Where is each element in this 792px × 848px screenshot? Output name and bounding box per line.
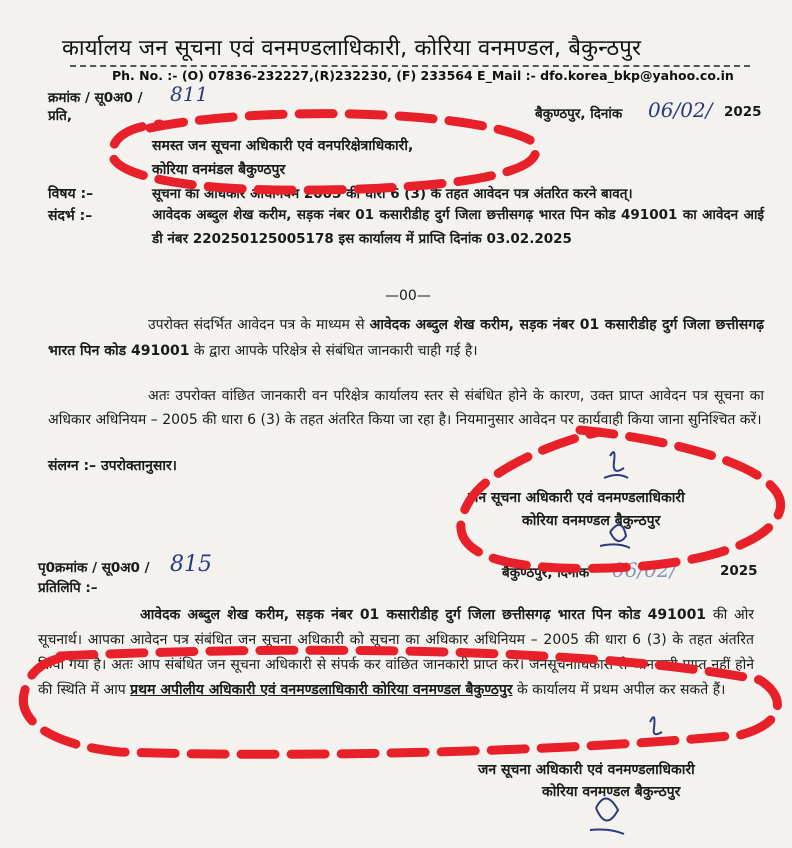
addressee-line-2: कोरिया वनमंडल बैकुण्ठपुर [152, 162, 286, 178]
copy-place-date-label: बैकुण्ठपुर, दिनांक [502, 565, 590, 581]
sign-1-line-2: कोरिया वनमण्डल बैकुन्ठपुर [522, 513, 661, 529]
sign-1-line-1: जन सूचना अधिकारी एवं वनमण्डलाधिकारी [468, 490, 685, 506]
ref-label: क्रमांक / सू0अ0 / [48, 90, 143, 106]
office-title: कार्यालय जन सूचना एवं वनमण्डलाधिकारी, कोरिया वनमण्डल, बैकुन्ठपुर [62, 36, 642, 61]
sign-2-line-1: जन सूचना अधिकारी एवं वनमण्डलाधिकारी [478, 762, 695, 778]
ref-number-handwritten: 811 [170, 82, 209, 106]
signature-3 [650, 717, 662, 734]
copy-para-d: के कार्यालय में प्रथम अपील कर सकते हैं। [516, 682, 726, 698]
para-1-c: के द्वारा आपके परिक्षेत्र से संबंधित जानकारी चाही गई है। [193, 343, 478, 359]
reference-text: आवेदक अब्दुल शेख करीम, सड़क नंबर 01 कसारीडीह दुर्ग जिला छत्तीसगढ़ भारत पिन कोड 491001 का आवेदन आई डी नंबर 220250125005178 इस कार्यालय में प्राप्ति दिनांक 03.02.2025 [152, 207, 764, 247]
copy-label: प्रतिलिपि :– [38, 580, 98, 596]
place-date-label: बैकुण्ठपुर, दिनांक [535, 106, 623, 122]
appellate-authority: प्रथम अपीलीय अधिकारी एवं वनमण्डलाधिकारी कोरिया वनमण्डल बैकुण्ठपुर [130, 682, 513, 698]
addressee-line-1: समस्त जन सूचना अधिकारी एवं वनपरिक्षेत्राधिकारी, [152, 138, 414, 154]
para-1 [48, 312, 764, 364]
copy-ref-label: पृ0क्रमांक / सू0अ0 / [38, 560, 150, 576]
copy-applicant: आवेदक अब्दुल शेख करीम, सड़क नंबर 01 कसारीडीह दुर्ग जिला छत्तीसगढ़ भारत पिन कोड 491001 [140, 607, 707, 623]
contact-line: Ph. No. :- (O) 07836-232227,(R)232230, (F) 233564 E_Mail :- dfo.korea_bkp@yahoo.co.in [112, 68, 734, 83]
para-1-applicant: आवेदक अब्दुल शेख करीम, सड़क नंबर 01 कसारीडीह दुर्ग जिला छत्तीसगढ़ भारत पिन कोड 491001 [48, 317, 765, 359]
copy-paragraph [38, 603, 754, 703]
letter-year: 2025 [724, 104, 762, 120]
para-2: अतः उपरोक्त वांछित जानकारी वन परिक्षेत्र कार्यालय स्तर से संबंधित होने के कारण, उक्त प्राप्त आवेदन पत्र सूचना का अधिकार अधिनियम – 2005 की धारा 6 (3) के तहत अंतरित किया जा रहा है। नियमानुसार आवेदन पर कार्यवाही किया जाना सुनिश्चित करें। [48, 388, 764, 428]
sign-2-line-2: कोरिया वनमण्डल बैकुन्ठपुर [542, 784, 681, 800]
subject-label: विषय :– [48, 186, 94, 202]
signature-4 [590, 798, 624, 834]
copy-year: 2025 [720, 563, 758, 579]
copy-ref-number-handwritten: 815 [170, 552, 212, 577]
subject-text: सूचना का अधिकार अधिनियम 2005 की धारा 6 (3) के तहत आवेदन पत्र अंतरित करने बावत्। [152, 186, 633, 202]
copy-para-b: की ओर सूचनार्थ। आपका आवेदन पत्र संबंधित जन सूचना अधिकारी को सूचना का अधिकार अधिनियम – 2005 की धारा 6 (3) के तहत अंतरित किया गया है। अतः आप संबंधित जन सूचना अधिकारी से संपर्क कर वांछित जानकारी प्राप्त करें। जनसूचनाधिकारी से जानकारी प्राप्त नहीं होने की स्थिति में आप [38, 607, 754, 698]
to-label: प्रति, [48, 108, 73, 124]
enclosure: संलग्न :– उपरोक्तानुसार। [48, 458, 177, 474]
date-handwritten: 06/02/ [648, 98, 713, 122]
signature-1 [604, 452, 628, 478]
separator: —00— [385, 288, 431, 304]
copy-date-handwritten: 06/02/ [612, 558, 677, 582]
reference-label: संदर्भ :– [48, 208, 93, 224]
para-1-a: उपरोक्त संदर्भित आवेदन पत्र के माध्यम से [148, 317, 365, 333]
header-divider [70, 65, 750, 67]
